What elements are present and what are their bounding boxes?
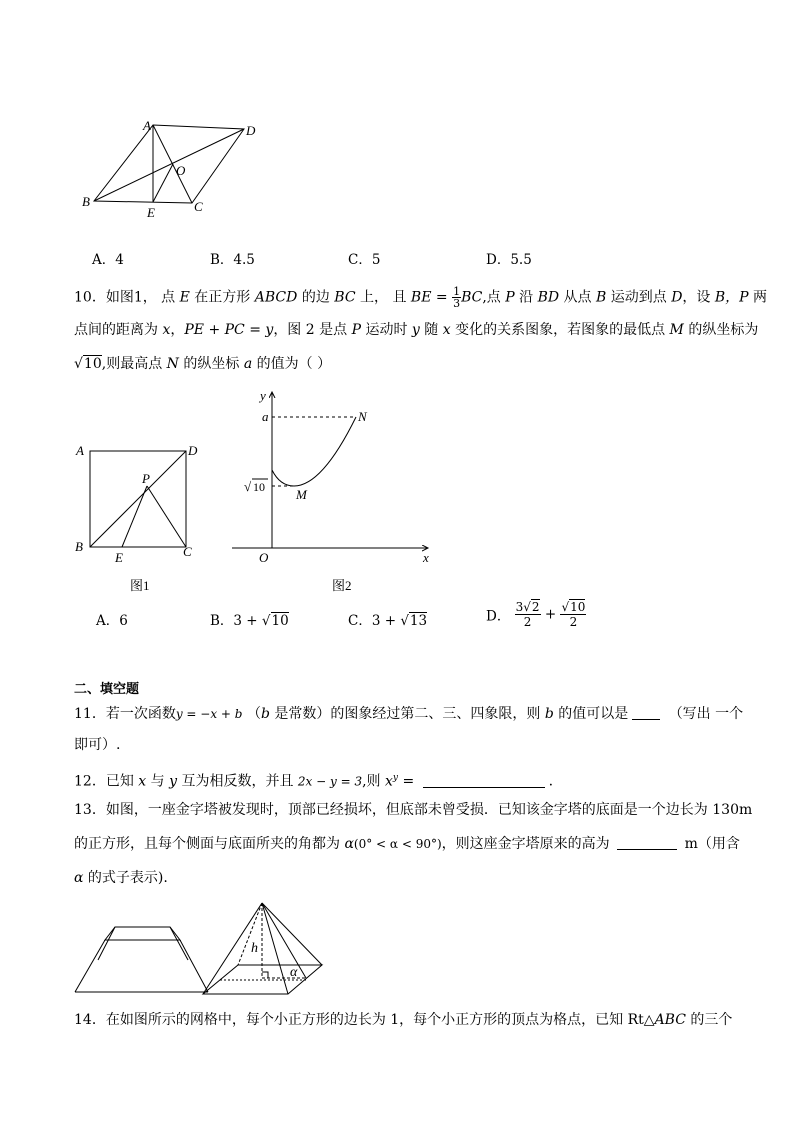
q10-option-c[interactable]: C．3 + √13 <box>348 613 428 629</box>
pyramid-figures <box>70 900 340 1000</box>
label-D: D <box>188 443 198 458</box>
label-C: C <box>183 544 192 559</box>
q9-option-d[interactable]: D．5.5 <box>486 252 532 268</box>
fig1-caption: 图1 <box>130 578 150 593</box>
q9-option-c[interactable]: C．5 <box>348 252 381 268</box>
diagonal-bd <box>94 129 244 201</box>
q13-line3: α 的式子表示). <box>74 870 168 886</box>
label-h: h <box>251 941 258 956</box>
label-y: y <box>260 388 266 403</box>
q10-line3: √10,则最高点 N 的纵坐标 a 的值为（ ） <box>74 356 332 372</box>
label-D: D <box>246 123 256 138</box>
parallelogram-abcd <box>94 125 244 203</box>
curve-y <box>272 417 356 486</box>
q12-line: 12．已知 x 与 y 互为相反数，并且 2x − y = 3,则 $x^y$ = . <box>74 773 554 790</box>
label-A: A <box>76 443 84 458</box>
q10-option-b[interactable]: B．3 + √10 <box>210 613 289 629</box>
label-M: M <box>296 487 307 502</box>
label-P: P <box>142 471 150 486</box>
graph-figure <box>232 388 442 598</box>
diagonal-bd <box>90 451 186 547</box>
label-E: E <box>147 205 155 220</box>
label-O: O <box>259 550 269 565</box>
label-x: x <box>423 550 429 565</box>
label-O: O <box>176 163 186 178</box>
fig2-caption: 图2 <box>332 578 352 593</box>
q9-option-a[interactable]: A．4 <box>92 252 124 268</box>
label-N: N <box>358 409 367 424</box>
frustum-top <box>105 927 180 940</box>
label-sqrt10: 10 <box>253 480 265 494</box>
q10-option-a[interactable]: A．6 <box>96 613 128 629</box>
parallelogram-figure <box>80 115 270 225</box>
q13-line1: 13．如图，一座金字塔被发现时，顶部已经损坏，但底部未曾受损．已知该金字塔的底面是一个边长为 130m <box>74 802 753 818</box>
label-A: A <box>143 118 151 133</box>
q12-answer-blank[interactable] <box>423 773 545 788</box>
q10-option-d[interactable]: D． $\frac{3√2}{2}$ + $\frac{√10}{2}$ <box>486 600 586 629</box>
segment-pe <box>122 486 147 547</box>
segment-pc <box>147 486 186 547</box>
label-B: B <box>82 194 90 209</box>
section-heading: 二、填空题 <box>74 682 140 697</box>
label-sqrt-symbol: √ <box>244 479 252 494</box>
q10-line2: 点间的距离为 x，PE + PC = y，图 2 是点 P 运动时 y 随 x 变化的关系图象，若图象的最低点 M 的纵坐标为 <box>74 322 759 338</box>
q14-line1: 14．在如图所示的网格中，每个小正方形的边长为 1，每个小正方形的顶点为格点，已知 Rt△ABC 的三个 <box>74 1012 733 1028</box>
label-B: B <box>75 539 83 554</box>
q13-line2: 的正方形，且每个侧面与底面所夹的角都为 α(0° < α < 90°)，则这座金字塔原来的高为 m（用含 <box>74 836 740 852</box>
label-a: a <box>262 409 269 424</box>
q11-line2: 即可）. <box>74 737 121 753</box>
label-E: E <box>115 550 123 565</box>
q10-line1: 10．如图1， 点 E 在正方形 ABCD 的边 BC 上， 且 BE = $\frac{1}{3}$ BC,点 P 沿 BD 从点 B 运动到点 D，设 B，P 两 <box>74 285 768 310</box>
label-alpha: α <box>290 965 298 980</box>
square-figure <box>70 438 210 598</box>
q11-answer-blank[interactable] <box>632 705 660 720</box>
label-C: C <box>194 199 203 214</box>
fraction-one-third: $\frac{1}{3}$ <box>453 285 461 310</box>
q9-option-b[interactable]: B．4.5 <box>210 252 255 268</box>
segment-eo <box>153 164 173 202</box>
q13-answer-blank[interactable] <box>617 835 677 850</box>
q11-line1: 11．若一次函数y = −x + b （b 是常数）的图象经过第二、三、四象限，则 b 的值可以是 （写出 一个 <box>74 706 744 722</box>
